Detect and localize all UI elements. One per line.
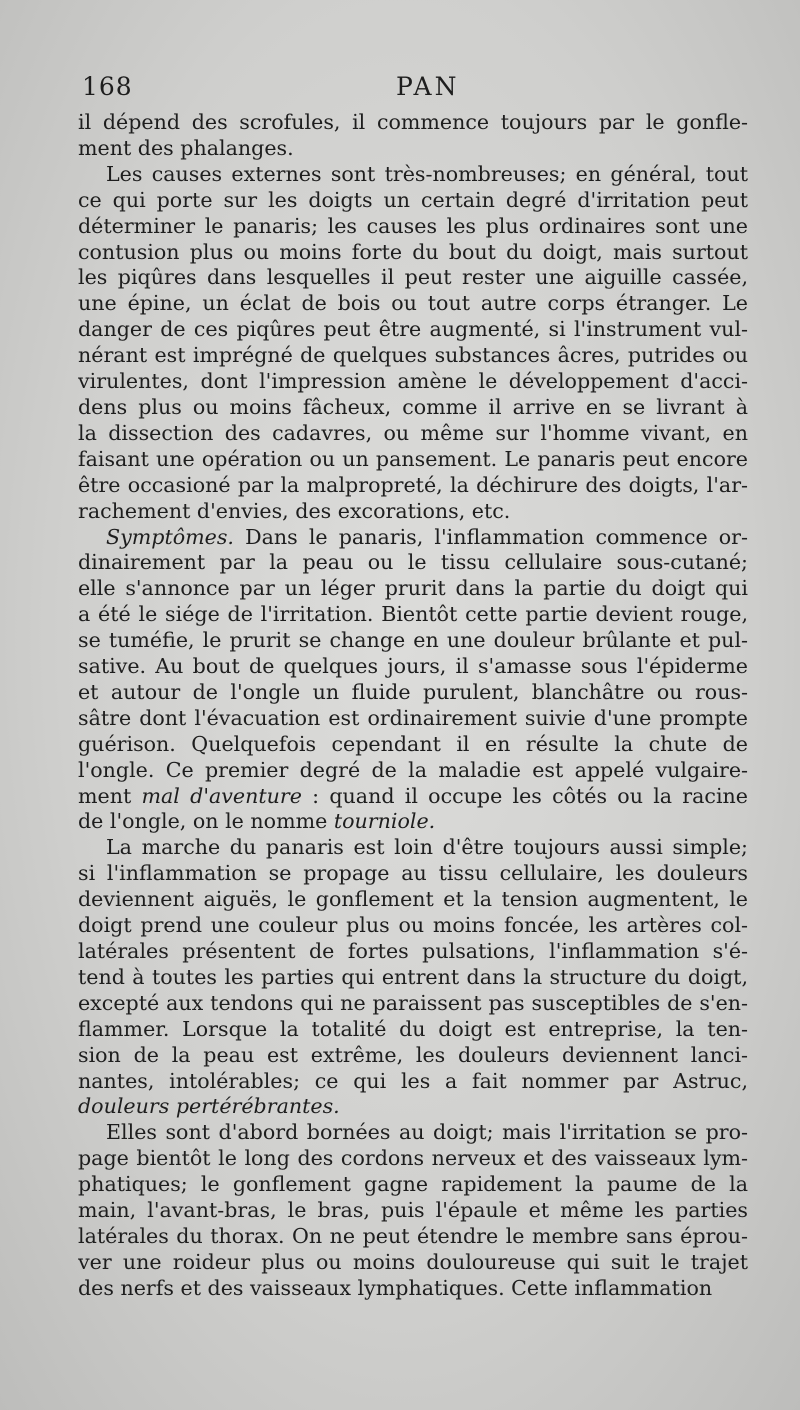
text-line: doigt prend une couleur plus ou moins foncée, les artères col-	[78, 913, 748, 938]
text-line: contusion plus ou moins forte du bout du doigt, mais surtout	[78, 239, 748, 264]
text-line: il dépend des scrofules, il commence toujours par le gonfle-	[78, 110, 748, 134]
text-line: déterminer le panaris; les causes les plus ordinaires sont une	[78, 213, 748, 238]
text-line: sative. Au bout de quelques jours, il s'amasse sous l'épiderme	[78, 654, 748, 679]
paragraph	[78, 1120, 748, 1301]
page-number: 168	[82, 72, 133, 101]
text-line: la dissection des cadavres, ou même sur l'homme vivant, en	[78, 420, 748, 445]
text-line: les piqûres dans lesquelles il peut rester une aiguille cassée,	[78, 265, 748, 290]
text-line: flammer. Lorsque la totalité du doigt est entreprise, la ten-	[78, 1016, 748, 1041]
text-line: guérison. Quelquefois cependant il en résulte la chute de	[78, 731, 748, 756]
text-line: phatiques; le gonflement gagne rapidement la paume de la	[78, 1172, 748, 1197]
text-line: l'ongle. Ce premier degré de la maladie est appelé vulgaire-	[78, 757, 748, 782]
text-line: danger de ces piqûres peut être augmenté, si l'instrument vul-	[78, 317, 748, 342]
text-line: faisant une opération ou un pansement. Le panaris peut encore	[78, 446, 748, 471]
text-line: a été le siége de l'irritation. Bientôt cette partie devient rouge,	[78, 602, 748, 627]
text-line: nérant est imprégné de quelques substances âcres, putrides ou	[78, 343, 748, 368]
running-head: PAN	[396, 72, 460, 101]
text-line: douleurs pertérébrantes.	[78, 1094, 340, 1119]
text-line: main, l'avant-bras, le bras, puis l'épaule et même les parties	[78, 1198, 748, 1223]
text-line: latérales présentent de fortes pulsations, l'inflammation s'é-	[78, 939, 748, 963]
text-line: page bientôt le long des cordons nerveux et des vaisseaux lym-	[78, 1146, 748, 1171]
text-line: Elles sont d'abord bornées au doigt; mais l'irritation se pro-	[106, 1120, 748, 1145]
text-line: Les causes externes sont très-nombreuses; en général, tout	[106, 161, 748, 186]
text-line: ment des phalanges.	[78, 135, 294, 160]
text-line: être occasioné par la malpropreté, la déchirure des doigts, l'ar-	[78, 472, 748, 497]
text-line: tend à toutes les parties qui entrent dans la structure du doigt,	[78, 964, 748, 989]
text-line: excepté aux tendons qui ne paraissent pas susceptibles de s'en-	[78, 990, 748, 1015]
text-line: de l'ongle, on le nomme tourniole.	[78, 809, 436, 834]
text-line: ment mal d'aventure : quand il occupe les côtés ou la racine	[78, 783, 748, 808]
paragraph	[78, 525, 748, 836]
text-line: et autour de l'ongle un fluide purulent, blanchâtre ou rous-	[78, 679, 748, 704]
text-line: ver une roideur plus ou moins douloureuse qui suit le trajet	[78, 1249, 748, 1274]
paragraph	[78, 835, 748, 1120]
book-page	[78, 72, 748, 1302]
text-line: rachement d'envies, des excorations, etc.	[78, 498, 511, 523]
body-text	[78, 110, 748, 1302]
text-line: dens plus ou moins fâcheux, comme il arrive en se livrant à	[78, 394, 748, 419]
text-line: La marche du panaris est loin d'être toujours aussi simple;	[106, 835, 748, 860]
text-line: des nerfs et des vaisseaux lymphatiques. Cette inflammation	[78, 1275, 713, 1300]
text-line: nantes, intolérables; ce qui les a fait nommer par Astruc,	[78, 1068, 748, 1093]
text-line: se tuméfie, le prurit se change en une douleur brûlante et pul-	[78, 628, 748, 653]
text-line: Symptômes. Dans le panaris, l'inflammation commence or-	[106, 524, 748, 549]
text-line: virulentes, dont l'impression amène le développement d'acci-	[78, 369, 748, 394]
paragraph	[78, 162, 748, 525]
text-line: ce qui porte sur les doigts un certain degré d'irritation peut	[78, 187, 748, 212]
text-line: deviennent aiguës, le gonflement et la tension augmentent, le	[78, 887, 748, 912]
text-line: une épine, un éclat de bois ou tout autre corps étranger. Le	[78, 291, 748, 316]
page-header	[78, 72, 748, 110]
text-line: elle s'annonce par un léger prurit dans la partie du doigt qui	[78, 576, 748, 601]
text-line: sion de la peau est extrême, les douleurs deviennent lanci-	[78, 1042, 748, 1067]
text-line: latérales du thorax. On ne peut étendre le membre sans éprou-	[78, 1223, 748, 1248]
paragraph	[78, 110, 748, 162]
text-line: si l'inflammation se propage au tissu cellulaire, les douleurs	[78, 861, 748, 886]
text-line: sâtre dont l'évacuation est ordinairement suivie d'une prompte	[78, 705, 748, 730]
text-line: dinairement par la peau ou le tissu cellulaire sous-cutané;	[78, 550, 748, 575]
